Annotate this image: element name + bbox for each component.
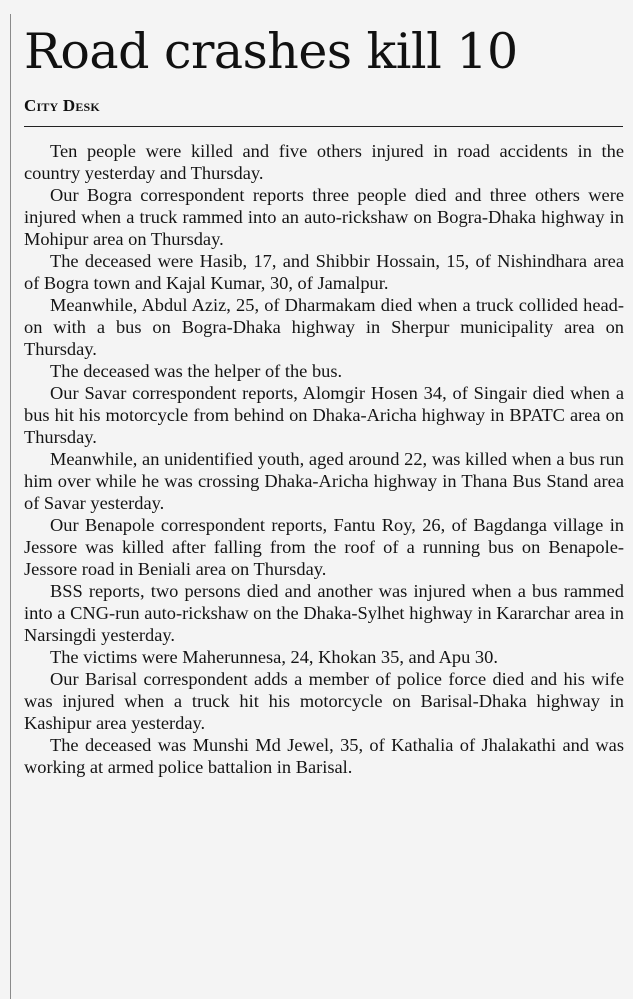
paragraph: The victims were Maherunnesa, 24, Khokan 35, and Apu 30.: [50, 647, 498, 667]
paragraph: Meanwhile, Abdul Aziz, 25, of Dharmakam died when a truck collided head-on with a bus on Bogra-Dhaka highway in Sherpur municipality area on Thursday.: [24, 295, 624, 359]
byline-divider: [24, 126, 623, 127]
paragraph: Meanwhile, an unidentified youth, aged around 22, was killed when a bus run him over while he was crossing Dhaka-Aricha highway in Thana Bus Stand area of Savar yesterday.: [24, 449, 624, 513]
paragraph: The deceased was the helper of the bus.: [50, 361, 343, 381]
column-rule: [10, 14, 11, 999]
paragraph: The deceased were Hasib, 17, and Shibbir Hossain, 15, of Nishindhara area of Bogra town and Kajal Kumar, 30, of Jamalpur.: [24, 251, 624, 293]
paragraph: Our Bogra correspondent reports three people died and three others were injured when a truck rammed into an auto-rickshaw on Bogra-Dhaka highway in Mohipur area on Thursday.: [24, 185, 624, 249]
paragraph: Ten people were killed and five others injured in road accidents in the country yesterday and Thursday.: [24, 141, 624, 183]
article-body: [24, 140, 624, 778]
paragraph: The deceased was Munshi Md Jewel, 35, of Kathalia of Jhalakathi and was working at armed police battalion in Barisal.: [24, 735, 624, 777]
byline: City Desk: [24, 96, 100, 115]
headline: Road crashes kill 10: [24, 23, 518, 80]
paragraph: Our Savar correspondent reports, Alomgir Hosen 34, of Singair died when a bus hit his motorcycle from behind on Dhaka-Aricha highway in BPATC area on Thursday.: [24, 383, 624, 447]
paragraph: Our Barisal correspondent adds a member of police force died and his wife was injured when a truck hit his motorcycle on Barisal-Dhaka highway in Kashipur area yesterday.: [24, 669, 624, 733]
paragraph: BSS reports, two persons died and another was injured when a bus rammed into a CNG-run auto-rickshaw on the Dhaka-Sylhet highway in Kararchar area in Narsingdi yesterday.: [24, 581, 624, 645]
paragraph: Our Benapole correspondent reports, Fantu Roy, 26, of Bagdanga village in Jessore was killed after falling from the roof of a running bus on Benapole-Jessore road in Beniali area on Thursday.: [24, 515, 624, 579]
